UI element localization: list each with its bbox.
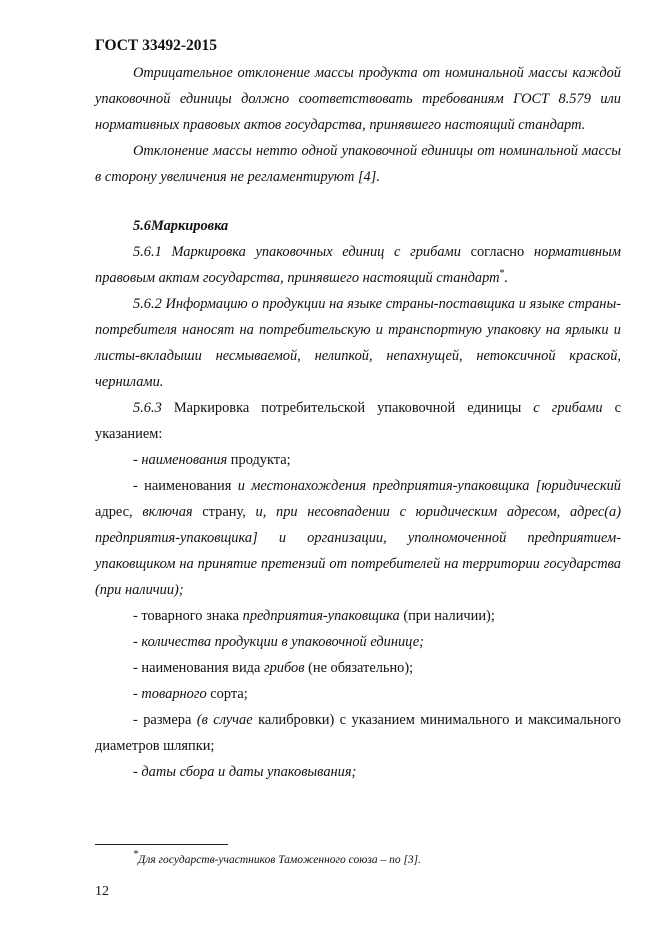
item-text-italic: включая <box>142 504 193 520</box>
p561-part-d: . <box>504 270 509 286</box>
item-text-italic: даты сбора и даты упаковывания; <box>141 764 357 780</box>
p563-part-c: с грибами <box>533 400 603 416</box>
item-text: - <box>133 764 142 780</box>
paragraph-5-6-2: 5.6.2 Информацию о продукции на языке страны-поставщика и языке страны-потребителя наносят на потребительскую и транспортную упаковку на ярлыки и листы-вкладыши несмываемой, нелипкой, непахнущей, нетоксичной краской, чернилами. <box>95 296 621 390</box>
item-text-italic: товарного <box>141 686 207 702</box>
footnote-mark: * <box>499 268 505 279</box>
item-text: сорта; <box>206 686 248 702</box>
item-text: - наименования <box>133 478 238 494</box>
item-text-italic: наименования <box>141 452 228 468</box>
item-text-italic: - количества продукции в упаковочной единице; <box>133 634 424 650</box>
p561-part-b: согласно <box>460 244 534 260</box>
item-text-italic: грибов <box>263 660 305 676</box>
item-text: страну, <box>192 504 256 520</box>
footnote-mark: * <box>133 849 138 860</box>
paragraph-net-mass: Отклонение массы нетто одной упаковочной единицы от номинальной массы в сторону увеличения не регламентируют [4]. <box>95 143 621 185</box>
list-item <box>95 759 621 785</box>
p563-part-b: Маркировка потребительской упаковочной единицы <box>173 400 534 416</box>
item-text-italic: предприятия-упаковщика <box>242 608 400 624</box>
list-item <box>95 473 621 603</box>
item-text-italic: (в случае <box>196 712 253 728</box>
p561-part-c: нормативным правовым актам государства, принявшего настоящий стандарт <box>95 244 621 286</box>
body-text <box>95 60 621 785</box>
list-item <box>95 681 621 707</box>
footnote <box>133 851 421 869</box>
list-item <box>95 603 621 629</box>
list-item <box>95 655 621 681</box>
list-item <box>95 707 621 759</box>
item-text: (при наличии); <box>399 608 495 624</box>
item-text: (не обязательно); <box>304 660 414 676</box>
list-item <box>95 447 621 473</box>
item-text: - <box>133 452 142 468</box>
footnote-text: Для государств-участников Таможенного союза – по [3]. <box>138 854 422 866</box>
standard-code-header: ГОСТ 33492-2015 <box>95 37 218 54</box>
paragraph-5-6-1 <box>95 239 621 291</box>
item-text: - наименования вида <box>133 660 264 676</box>
spacer <box>95 190 621 213</box>
page-number: 12 <box>95 884 109 899</box>
item-text: адрес, <box>95 504 143 520</box>
item-text-italic: и, при несовпадении с юридическим адресом, адрес(а) предприятия-упаковщика] и организации, уполномоченной предприятием-упаковщиком на принятие претензий от потребителей на территории государства (при наличии); <box>95 504 621 598</box>
item-text-italic: и местонахождения предприятия-упаковщика [юридический <box>237 478 621 494</box>
section-title-marking: 5.6Маркировка <box>133 218 229 234</box>
list-item <box>95 629 621 655</box>
footnote-divider <box>95 844 228 845</box>
item-text: - товарного знака <box>133 608 243 624</box>
p563-part-a: 5.6.3 <box>133 400 174 416</box>
paragraph-5-6-3 <box>95 395 621 447</box>
item-text: калибровки) с указанием минимального и максимального диаметров шляпки; <box>95 712 621 754</box>
p563-part-d: с указанием: <box>95 400 621 442</box>
p561-part-a: 5.6.1 Маркировка упаковочных единиц с грибами <box>133 244 461 260</box>
item-text: - <box>133 686 142 702</box>
paragraph-mass-deviation: Отрицательное отклонение массы продукта от номинальной массы каждой упаковочной единицы должно соответствовать требованиям ГОСТ 8.579 или нормативных правовых актов государства, принявшего настоящий стандарт. <box>95 65 621 133</box>
item-text: - размера <box>133 712 197 728</box>
item-text: продукта; <box>227 452 291 468</box>
